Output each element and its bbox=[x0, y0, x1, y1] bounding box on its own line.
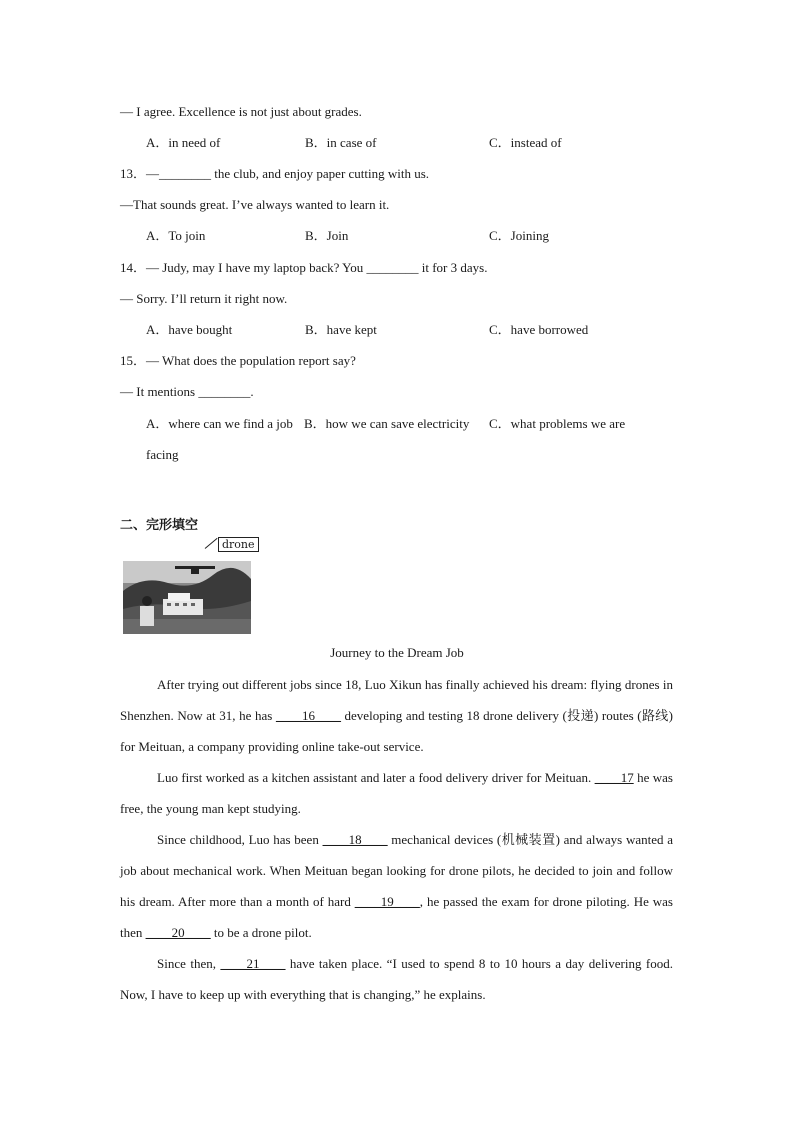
paragraph-1: After trying out different jobs since 18, Luo Xikun has finally achieved his dream: flying drones in Shenzhen. Now at 31, he has ____16____ developing and testing 18 drone delivery (投递) routes (路线) for Meituan, a company providing online take-out service. bbox=[120, 677, 673, 754]
q14-dialog: — Sorry. I’ll return it right now. bbox=[120, 291, 288, 306]
paragraph-2: Luo first worked as a kitchen assistant and later a food delivery driver for Meituan. ____17 he was free, the young man kept studying. bbox=[120, 770, 673, 816]
blank-20[interactable]: ____20____ bbox=[145, 925, 211, 940]
q12-option-b: B．in case of bbox=[305, 135, 377, 150]
q15-option-a: A．where can we find a job bbox=[146, 416, 293, 431]
q14-option-a: A．have bought bbox=[146, 322, 233, 337]
passage bbox=[120, 669, 673, 1010]
q13-dialog: —That sounds great. I’ve always wanted to learn it. bbox=[120, 197, 390, 212]
q12-option-a: A．in need of bbox=[146, 135, 221, 150]
callout-line bbox=[205, 538, 218, 549]
q13-stem: 13．—________ the club, and enjoy paper cutting with us. bbox=[120, 166, 430, 181]
q15-option-c: C．what problems we are bbox=[489, 416, 626, 431]
blank-18[interactable]: ____18____ bbox=[322, 832, 388, 847]
q12-option-c: C．instead of bbox=[489, 135, 562, 150]
drone-label: drone bbox=[218, 537, 259, 552]
paragraph-3: Since childhood, Luo has been ____18____ mechanical devices (机械装置) and always wanted a job about mechanical work. When Meituan began looking for drone pilots, he decided to join and follow his dream. After more than a month of hard ____19____, he passed the exam for drone piloting. He was then ____20____ to be a drone pilot. bbox=[120, 832, 673, 940]
section-heading: 二、完形填空 bbox=[120, 518, 199, 533]
q15-option-b: B．how we can save electricity bbox=[304, 416, 470, 431]
q13-option-c: C．Joining bbox=[489, 228, 549, 243]
q13-option-b: B．Join bbox=[305, 228, 349, 243]
q13-option-a: A．To join bbox=[146, 228, 206, 243]
paragraph-4: Since then, ____21____ have taken place. “I used to spend 8 to 10 hours a day delivering food. Now, I have to keep up with everything that is changing,” he explains. bbox=[120, 956, 673, 1002]
q15-option-c-continued: facing bbox=[146, 447, 179, 462]
blank-17[interactable]: ____17 bbox=[594, 770, 634, 785]
drone-photo bbox=[123, 561, 251, 634]
blank-21[interactable]: ____21____ bbox=[220, 956, 286, 971]
blank-19[interactable]: ____19____ bbox=[354, 894, 420, 909]
passage-title: Journey to the Dream Job bbox=[330, 645, 464, 660]
q14-stem: 14．— Judy, may I have my laptop back? You ________ it for 3 days. bbox=[120, 260, 488, 275]
blank-16[interactable]: ____16____ bbox=[275, 708, 341, 723]
q14-option-b: B．have kept bbox=[305, 322, 377, 337]
q14-option-c: C．have borrowed bbox=[489, 322, 589, 337]
q15-dialog: — It mentions ________. bbox=[120, 384, 254, 399]
q15-stem: 15．— What does the population report say? bbox=[120, 353, 356, 368]
q12-dialog: — I agree. Excellence is not just about grades. bbox=[120, 104, 362, 119]
